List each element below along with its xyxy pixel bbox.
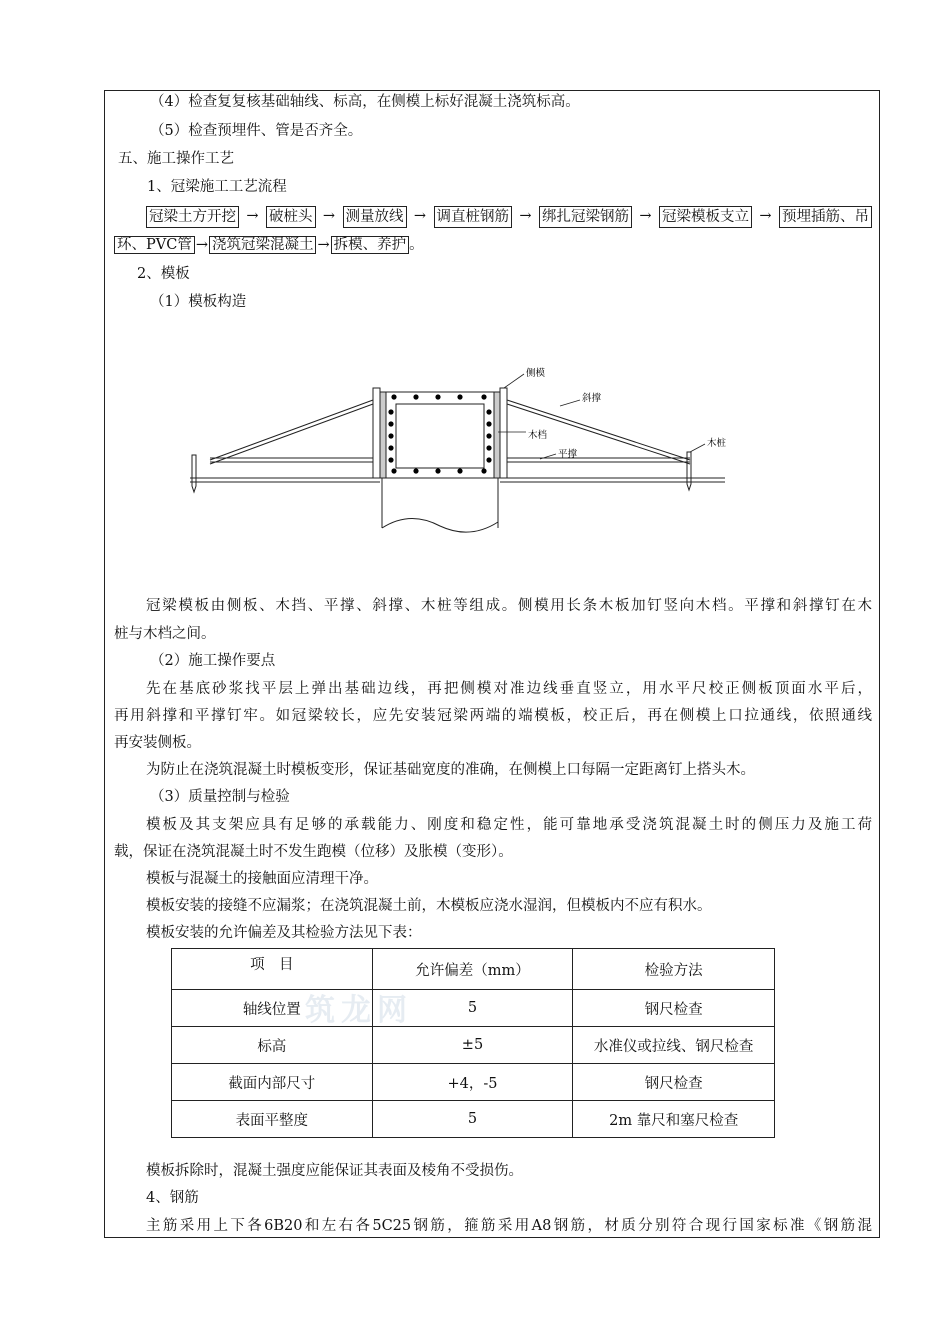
batten-left (380, 392, 386, 478)
subsection-heading: 4、钢筋 (146, 1190, 199, 1206)
process-flow-row (146, 206, 872, 228)
arrow-icon: → (759, 208, 772, 224)
rebar-dot (388, 445, 393, 450)
leader-line (504, 374, 524, 388)
table-cell: 表面平整度 (172, 1101, 373, 1138)
paragraph-line: 冠梁模板由侧板、木挡、平撑、斜撑、木桩等组成。侧模用长条木板加钉竖向木档。平撑和斜撑钉在木 (146, 598, 872, 614)
arrow-icon: → (413, 208, 427, 224)
flow-step: 测量放线 (343, 206, 407, 228)
rebar-dot (486, 421, 491, 426)
diagram-label: 平撑 (558, 449, 578, 460)
stake-left (192, 455, 196, 492)
table-row (172, 1101, 775, 1138)
table-cell: 轴线位置 (172, 990, 373, 1027)
paragraph-line: 再用斜撑和平撑钉牢。如冠梁较长，应先安装冠梁两端的端模板，校正后，再在侧模上口拉通线，依照通线 (114, 708, 872, 724)
diagram-label: 木桩 (707, 438, 727, 449)
section-heading: 五、施工操作工艺 (118, 151, 234, 167)
pile-break-line (382, 518, 498, 532)
leader-line (560, 400, 580, 406)
text-line: （4）检查复复核基础轴线、标高，在侧模上标好混凝土浇筑标高。 (150, 94, 580, 110)
paragraph-line: 模板与混凝土的接触面应清理干净。 (146, 871, 378, 887)
paragraph-line: 模板及其支架应具有足够的承载能力、刚度和稳定性，能可靠地承受浇筑混凝土时的侧压力及施工荷 (146, 817, 872, 833)
beam-section (386, 392, 494, 478)
rebar-dot (457, 394, 462, 399)
table-row (172, 990, 775, 1027)
arrow-icon: → (322, 208, 336, 224)
subsection-heading: （3）质量控制与检验 (150, 789, 290, 805)
table-header-cell: 检验方法 (573, 949, 775, 990)
table-header-cell: 项 目 (172, 949, 373, 990)
table-cell: 截面内部尺寸 (172, 1064, 373, 1101)
paragraph-line: 主筋采用上下各6B20和左右各5C25钢筋，箍筋采用A8钢筋，材质分别符合现行国家标准《钢筋混 (146, 1218, 872, 1234)
flow-step: 冠梁模板支立 (659, 206, 752, 228)
subsection-heading: 1、冠梁施工工艺流程 (147, 179, 287, 195)
watermark: 筑龙网 (305, 993, 413, 1028)
subsection-heading: 2、模板 (137, 266, 190, 282)
arrow-icon: → (317, 237, 330, 253)
diagonal-brace-left (210, 400, 373, 460)
leader-line (690, 444, 705, 452)
table-cell: ±5 (372, 1027, 573, 1064)
rebar-dot (388, 457, 393, 462)
paragraph-line: 模板安装的接缝不应漏浆；在浇筑混凝土前，木模板应浇水湿润，但模板内不应有积水。 (146, 898, 712, 914)
rebar-dots (388, 394, 491, 473)
rebar-dot (391, 468, 396, 473)
table-cell: 5 (372, 1101, 573, 1138)
flow-step: 环、PVC管 (114, 236, 195, 254)
rebar-dot (391, 394, 396, 399)
rebar-dot (388, 433, 393, 438)
rebar-dot (457, 468, 462, 473)
diagonal-brace-left (210, 404, 373, 464)
flow-step: 预埋插筋、吊 (779, 206, 872, 228)
rebar-dot (435, 394, 440, 399)
table-row (172, 1027, 775, 1064)
diagram-label: 斜撑 (582, 393, 602, 404)
paragraph-line: 桩与木档之间。 (114, 626, 216, 642)
side-form-left (373, 388, 380, 478)
paragraph-line: 载，保证在浇筑混凝土时不发生跑模（位移）及胀模（变形）。 (114, 844, 513, 860)
batten-right (494, 392, 500, 478)
flow-step: 拆模、养护 (331, 236, 410, 254)
table-cell: 水准仪或拉线、钢尺检查 (573, 1027, 775, 1064)
table-cell: 标高 (172, 1027, 373, 1064)
subsection-heading: （1）模板构造 (150, 294, 247, 310)
diagram-label: 侧模 (526, 368, 546, 379)
stirrup (396, 404, 484, 468)
flow-step: 破桩头 (266, 206, 316, 228)
flow-step: 调直桩钢筋 (434, 206, 513, 228)
rebar-dot (486, 409, 491, 414)
paragraph-line: 先在基底砂浆找平层上弹出基础边线，再把侧模对准边线垂直竖立，用水平尺校正侧板顶面水平后， (146, 681, 872, 697)
flow-step: 浇筑冠梁混凝土 (209, 236, 317, 254)
rebar-dot (413, 468, 418, 473)
table-cell: +4，-5 (372, 1064, 573, 1101)
arrow-icon: → (639, 208, 652, 224)
side-form-right (500, 388, 507, 478)
flow-step: 绑扎冠梁钢筋 (539, 206, 632, 228)
rebar-dot (486, 433, 491, 438)
diagram-label: 木档 (528, 430, 548, 441)
rebar-dot (435, 468, 440, 473)
table-header-cell: 允许偏差（mm） (372, 949, 573, 990)
formwork-diagram (180, 360, 740, 540)
rebar-dot (486, 445, 491, 450)
arrow-icon: → (195, 237, 208, 253)
rebar-dot (481, 394, 486, 399)
arrow-icon: → (519, 208, 532, 224)
subsection-heading: （2）施工操作要点 (150, 653, 276, 669)
rebar-dot (486, 457, 491, 462)
table-header-row (172, 949, 775, 990)
rebar-dot (481, 468, 486, 473)
paragraph-line: 模板拆除时，混凝土强度应能保证其表面及棱角不受损伤。 (146, 1163, 523, 1179)
flow-step: 冠梁土方开挖 (146, 206, 239, 228)
arrow-icon: → (246, 208, 259, 224)
table-row (172, 1064, 775, 1101)
text-line: （5）检查预埋件、管是否齐全。 (150, 123, 363, 139)
process-flow-row (114, 235, 424, 255)
period: 。 (409, 237, 424, 253)
paragraph-line: 为防止在浇筑混凝土时模板变形，保证基础宽度的准确，在侧模上口每隔一定距离钉上搭头木。 (146, 762, 755, 778)
tolerance-table (171, 948, 775, 1138)
table-cell: 2m 靠尺和塞尺检查 (573, 1101, 775, 1138)
rebar-dot (413, 394, 418, 399)
paragraph-line: 再安装侧板。 (114, 735, 201, 751)
table-cell: 5 (372, 990, 573, 1027)
rebar-dot (388, 421, 393, 426)
paragraph-line: 模板安装的允许偏差及其检验方法见下表： (146, 925, 422, 941)
table-cell: 钢尺检查 (573, 990, 775, 1027)
rebar-dot (388, 409, 393, 414)
table-cell: 钢尺检查 (573, 1064, 775, 1101)
